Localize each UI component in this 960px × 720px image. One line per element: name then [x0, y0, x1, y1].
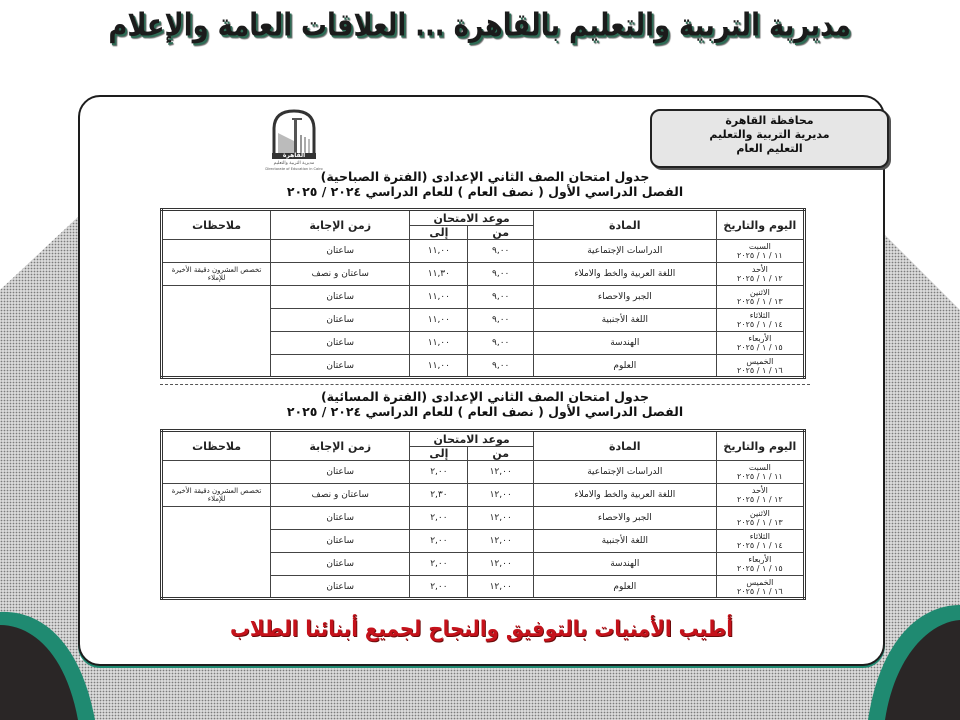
- cell-to: ٢,٣٠: [410, 484, 468, 507]
- col-from: من: [468, 447, 533, 461]
- banner-title: مديرية التربية والتعليم بالقاهرة ... العلاقات العامة والإعلام: [108, 7, 852, 44]
- cell-subject: الدراسات الإجتماعية: [533, 461, 716, 484]
- cell-to: ٢,٠٠: [410, 553, 468, 576]
- cell-to: ١١,٠٠: [410, 332, 468, 355]
- col-day-date: اليوم والتاريخ: [716, 210, 804, 240]
- table-row: [162, 240, 805, 263]
- schedule-evening-title-line1: جدول امتحان الصف الثاني الإعدادى (الفترة المسائية): [320, 389, 650, 404]
- cell-day: الأربعاء: [748, 555, 772, 564]
- morning-schedule-body: [162, 240, 805, 378]
- logo-caption-en: Directorate of Education in Cairo: [265, 167, 323, 171]
- cell-from: ١٢,٠٠: [468, 507, 533, 530]
- schedule-evening-title-line2: الفصل الدراسي الأول ( نصف العام ) للعام الدراسي ٢٠٢٤ / ٢٠٢٥: [286, 404, 684, 419]
- logo-caption-ar: مديرية التربية والتعليم: [273, 161, 315, 166]
- cell-day-date: [716, 263, 804, 286]
- cell-day: الخميس: [746, 356, 774, 366]
- cell-to: ٢,٠٠: [410, 576, 468, 599]
- issuer-box: [650, 109, 889, 168]
- cell-day-date: [716, 507, 804, 530]
- cell-day-date: [716, 332, 804, 355]
- cell-subject: الجبر والاحصاء: [533, 507, 716, 530]
- cell-day: الأربعاء: [748, 334, 772, 343]
- cell-date: ١٥ / ١ / ٢٠٢٥: [737, 564, 783, 573]
- col-from: من: [468, 226, 533, 240]
- cell-subject: اللغة العربية والخط والاملاء: [533, 484, 716, 507]
- cell-date: ١٣ / ١ / ٢٠٢٥: [737, 518, 783, 527]
- cell-from: ١٢,٠٠: [468, 461, 533, 484]
- cell-subject: الهندسة: [533, 332, 716, 355]
- logo-name: القاهرة: [282, 152, 306, 159]
- table-row: [162, 507, 805, 530]
- cell-day: الاثنين: [749, 288, 770, 297]
- evening-schedule-body: [162, 461, 805, 599]
- cell-day: الأحد: [751, 265, 768, 274]
- cell-subject: الهندسة: [533, 553, 716, 576]
- cell-to: ١١,٠٠: [410, 286, 468, 309]
- cell-day: الثلاثاء: [749, 532, 770, 541]
- col-notes: ملاحظات: [162, 210, 271, 240]
- cell-day-date: [716, 553, 804, 576]
- cell-date: ١٦ / ١ / ٢٠٢٥: [737, 365, 783, 375]
- cell-date: ١٢ / ١ / ٢٠٢٥: [737, 495, 783, 504]
- footer-wish: أطيب الأمنيات بالتوفيق والنجاح لجميع أبنائنا الطلاب: [229, 617, 734, 642]
- cell-duration: ساعتان: [271, 530, 410, 553]
- footer: [80, 617, 883, 642]
- col-duration: زمن الإجابة: [271, 210, 410, 240]
- col-exam-time: موعد الامتحان: [410, 431, 534, 447]
- cell-duration: ساعتان: [271, 286, 410, 309]
- cell-date: ١٦ / ١ / ٢٠٢٥: [737, 586, 783, 596]
- issuer-line-directorate: مديرية التربية والتعليم: [709, 128, 830, 141]
- evening-schedule-table: [160, 429, 806, 600]
- cell-subject: اللغة الأجنبية: [533, 309, 716, 332]
- cell-to: ١١,٠٠: [410, 309, 468, 332]
- cell-day: الخميس: [746, 577, 774, 587]
- table-row: [162, 263, 805, 286]
- table-row: [162, 484, 805, 507]
- cell-from: ٩,٠٠: [468, 263, 533, 286]
- cell-from: ١٢,٠٠: [468, 484, 533, 507]
- cell-subject: العلوم: [533, 355, 716, 378]
- cell-date: ١١ / ١ / ٢٠٢٥: [737, 472, 783, 481]
- cell-day-date: [716, 355, 804, 378]
- cell-duration: ساعتان و نصف: [271, 484, 410, 507]
- cell-subject: اللغة العربية والخط والاملاء: [533, 263, 716, 286]
- schedule-evening-title: [160, 389, 810, 419]
- cell-duration: ساعتان: [271, 553, 410, 576]
- cell-day-date: [716, 484, 804, 507]
- schedule-morning-title-line1: جدول امتحان الصف الثاني الإعدادى (الفترة الصباحية): [320, 169, 650, 184]
- schedule-morning-title: [160, 169, 810, 199]
- cell-note: [162, 461, 271, 484]
- cell-subject: الجبر والاحصاء: [533, 286, 716, 309]
- cell-to: ١١,٣٠: [410, 263, 468, 286]
- cell-note: تخصص العشرون دقيقة الأخيرة للإملاء: [162, 263, 271, 286]
- cell-to: ٢,٠٠: [410, 461, 468, 484]
- cell-from: ٩,٠٠: [468, 332, 533, 355]
- col-subject: المادة: [533, 210, 716, 240]
- cell-day: الأحد: [751, 486, 768, 495]
- cell-note-merged: [162, 507, 271, 599]
- cell-date: ١٤ / ١ / ٢٠٢٥: [737, 320, 783, 329]
- cell-note: تخصص العشرون دقيقة الأخيرة للإملاء: [162, 484, 271, 507]
- col-exam-time: موعد الامتحان: [410, 210, 534, 226]
- cell-day: الثلاثاء: [749, 311, 770, 320]
- col-day-date: اليوم والتاريخ: [716, 431, 804, 461]
- cell-to: ١١,٠٠: [410, 240, 468, 263]
- morning-schedule-table: [160, 208, 806, 379]
- cell-date: ١١ / ١ / ٢٠٢٥: [737, 251, 783, 260]
- cell-to: ١١,٠٠: [410, 355, 468, 378]
- cairo-directorate-logo: [264, 107, 324, 173]
- cell-day-date: [716, 240, 804, 263]
- cell-date: ١٢ / ١ / ٢٠٢٥: [737, 274, 783, 283]
- cell-day: السبت: [748, 463, 771, 472]
- cell-from: ١٢,٠٠: [468, 576, 533, 599]
- cell-day-date: [716, 530, 804, 553]
- cell-from: ١٢,٠٠: [468, 530, 533, 553]
- cell-duration: ساعتان: [271, 576, 410, 599]
- cell-subject: الدراسات الإجتماعية: [533, 240, 716, 263]
- cell-duration: ساعتان: [271, 332, 410, 355]
- cell-from: ٩,٠٠: [468, 355, 533, 378]
- schedule-card: [78, 95, 885, 666]
- cell-date: ١٥ / ١ / ٢٠٢٥: [737, 343, 783, 352]
- cell-subject: اللغة الأجنبية: [533, 530, 716, 553]
- cell-day-date: [716, 309, 804, 332]
- cell-subject: العلوم: [533, 576, 716, 599]
- cell-day: السبت: [748, 242, 771, 251]
- schedule-morning-title-line2: الفصل الدراسي الأول ( نصف العام ) للعام الدراسي ٢٠٢٤ / ٢٠٢٥: [286, 184, 684, 199]
- col-notes: ملاحظات: [162, 431, 271, 461]
- cell-duration: ساعتان: [271, 309, 410, 332]
- cell-day-date: [716, 576, 804, 599]
- issuer-line-governorate: محافظة القاهرة: [725, 114, 814, 127]
- issuer-line-department: التعليم العام: [736, 142, 803, 155]
- section-divider: [160, 384, 810, 385]
- table-row: [162, 286, 805, 309]
- document: [160, 97, 830, 617]
- cell-note: [162, 240, 271, 263]
- cell-day: الاثنين: [749, 509, 770, 518]
- col-to: إلى: [410, 226, 468, 240]
- cell-from: ٩,٠٠: [468, 240, 533, 263]
- cell-from: ٩,٠٠: [468, 286, 533, 309]
- cell-day-date: [716, 286, 804, 309]
- cell-to: ٢,٠٠: [410, 530, 468, 553]
- cell-date: ١٤ / ١ / ٢٠٢٥: [737, 541, 783, 550]
- cell-day-date: [716, 461, 804, 484]
- col-to: إلى: [410, 447, 468, 461]
- halftone-bottom: [0, 660, 960, 720]
- cell-from: ٩,٠٠: [468, 309, 533, 332]
- col-subject: المادة: [533, 431, 716, 461]
- cell-note-merged: [162, 286, 271, 378]
- cell-duration: ساعتان: [271, 240, 410, 263]
- cell-duration: ساعتان: [271, 355, 410, 378]
- cell-date: ١٣ / ١ / ٢٠٢٥: [737, 297, 783, 306]
- table-row: [162, 461, 805, 484]
- cell-duration: ساعتان: [271, 461, 410, 484]
- cell-to: ٢,٠٠: [410, 507, 468, 530]
- cell-from: ١٢,٠٠: [468, 553, 533, 576]
- banner: [0, 8, 960, 68]
- cell-duration: ساعتان و نصف: [271, 263, 410, 286]
- cell-duration: ساعتان: [271, 507, 410, 530]
- col-duration: زمن الإجابة: [271, 431, 410, 461]
